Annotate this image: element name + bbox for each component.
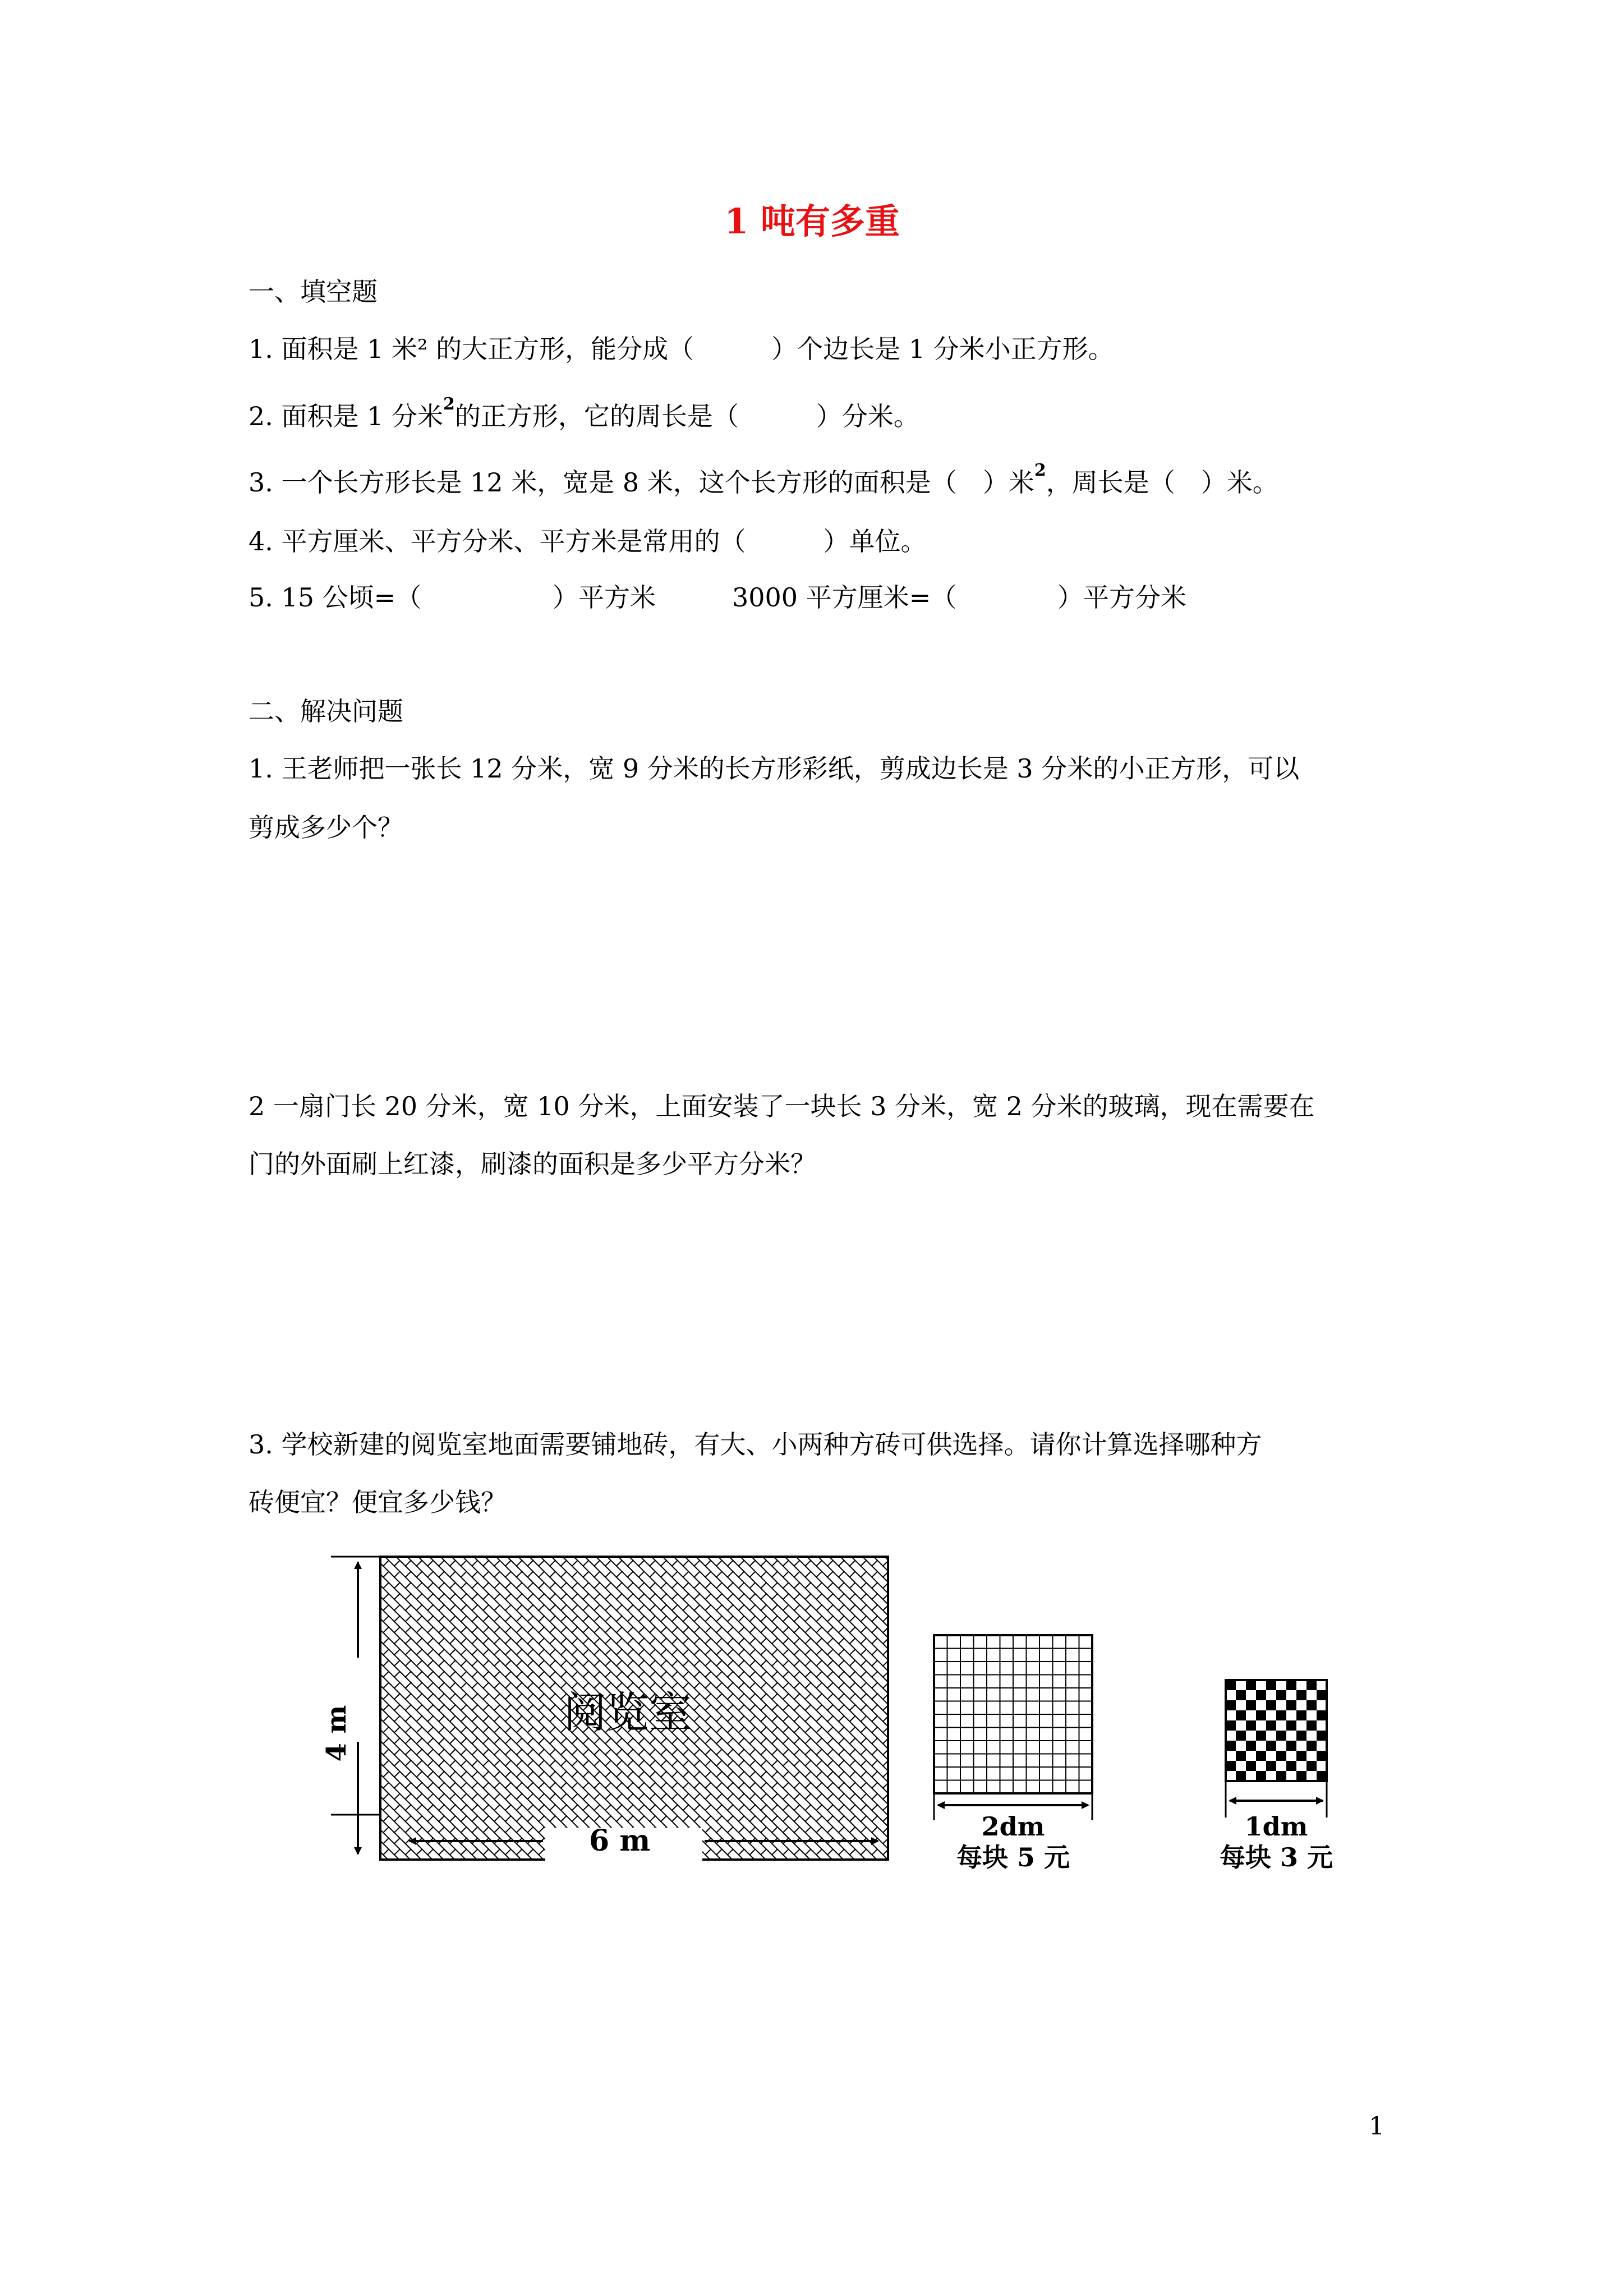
section-heading-fill-blank: 一、填空题: [249, 277, 378, 307]
width-label: 6 m: [589, 1824, 651, 1858]
large-tile-price-label: 每块 5 元: [956, 1842, 1070, 1872]
question-fill-3: 3. 一个长方形长是 12 米，宽是 8 米，这个长方形的面积是（ ）米$^2$，周长是（ ）米。: [249, 461, 1278, 498]
question-fill-5c: 3000 平方厘米=（: [732, 582, 957, 613]
question-fill-4: 4. 平方厘米、平方分米、平方米是常用的（ ）单位。: [249, 526, 927, 556]
question-fill-5b: ）平方米: [553, 582, 656, 613]
height-label: 4 m: [321, 1705, 352, 1762]
page-number: 1: [1369, 2112, 1384, 2141]
section-heading-problems: 二、解决问题: [249, 696, 403, 726]
room-label: 阅览室: [564, 1687, 692, 1737]
problem-2-line-1: 2 一扇门长 20 分米，宽 10 分米，上面安装了一块长 3 分米，宽 2 分米的玻璃，现在需要在: [249, 1091, 1315, 1121]
small-tile-price-label: 每块 3 元: [1219, 1842, 1333, 1872]
problem-3-line-2: 砖便宜？便宜多少钱？: [249, 1487, 507, 1517]
problem-1-line-2: 剪成多少个？: [249, 812, 403, 843]
page-title: 1 吨有多重: [724, 201, 900, 242]
small-tile-checker: [1226, 1680, 1327, 1818]
large-tile-grid: [934, 1635, 1092, 1820]
problem-2-line-2: 门的外面刷上红漆，刷漆的面积是多少平方分米？: [249, 1149, 816, 1179]
question-fill-5a: 5. 15 公顷=（: [249, 582, 422, 613]
question-fill-1: 1. 面积是 1 米² 的大正方形，能分成（ ）个边长是 1 分米小正方形。: [249, 334, 1114, 364]
problem-3-line-1: 3. 学校新建的阅览室地面需要铺地砖，有大、小两种方砖可供选择。请你计算选择哪种方: [249, 1429, 1262, 1460]
problem-1-line-1: 1. 王老师把一张长 12 分米，宽 9 分米的长方形彩纸，剪成边长是 3 分米的小正方形，可以: [249, 753, 1300, 784]
question-fill-2: 2. 面积是 1 分米$^2$的正方形，它的周长是（ ）分米。: [249, 394, 919, 431]
large-tile-size-label: 2dm: [981, 1811, 1045, 1842]
question-fill-5d: ）平方分米: [1057, 582, 1186, 613]
small-tile-size-label: 1dm: [1244, 1811, 1308, 1842]
